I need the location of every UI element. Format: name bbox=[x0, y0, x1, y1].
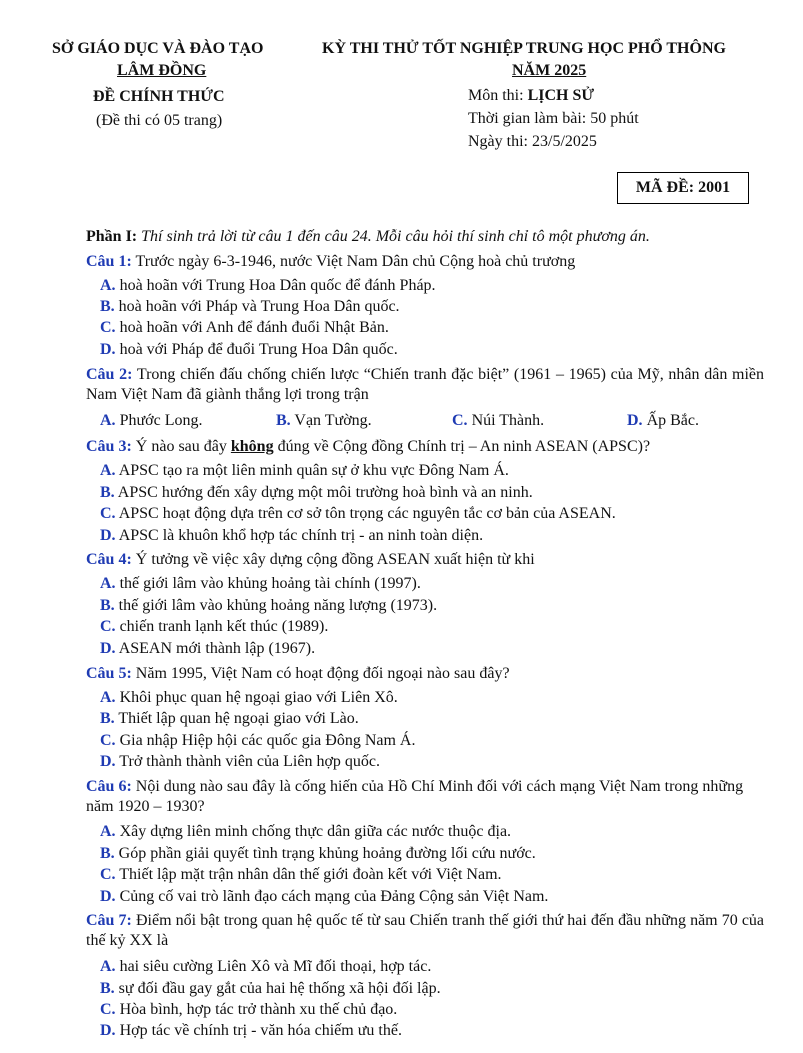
option-key: A. bbox=[100, 958, 116, 975]
option-key: C. bbox=[100, 505, 116, 522]
option-key: C. bbox=[100, 1001, 116, 1018]
option-key: B. bbox=[100, 980, 115, 997]
option-key: D. bbox=[100, 1022, 116, 1039]
option-key: D. bbox=[100, 527, 116, 544]
q5-option-c bbox=[100, 731, 415, 751]
subject-value: LỊCH SỬ bbox=[527, 87, 595, 104]
question-text-after: đúng về Cộng đồng Chính trị – An ninh ASEAN (APSC)? bbox=[277, 438, 651, 455]
q3-option-b bbox=[100, 483, 533, 503]
q6-option-c bbox=[100, 865, 502, 885]
option-key: C. bbox=[100, 866, 116, 883]
question-text: Trước ngày 6-3-1946, nước Việt Nam Dân chủ Cộng hoà chủ trương bbox=[135, 253, 576, 270]
question-6 bbox=[86, 777, 764, 817]
option-key: C. bbox=[100, 732, 116, 749]
question-label: Câu 3: bbox=[86, 438, 132, 455]
exam-title: KỲ THI THỬ TỐT NGHIỆP TRUNG HỌC PHỔ THÔNG bbox=[322, 40, 726, 57]
q2-option-c bbox=[452, 411, 544, 431]
q7-option-a bbox=[100, 957, 431, 977]
question-label: Câu 7: bbox=[86, 912, 132, 929]
exam-code: MÃ ĐỀ: 2001 bbox=[635, 179, 731, 196]
q7-option-d bbox=[100, 1021, 402, 1041]
option-text: APSC tạo ra một liên minh quân sự ở khu vực Đông Nam Á. bbox=[118, 462, 509, 479]
option-text: Phước Long. bbox=[119, 412, 203, 429]
exam-year: NĂM 2025 bbox=[512, 62, 587, 79]
question-7 bbox=[86, 911, 764, 951]
question-text: Trong chiến đấu chống chiến lược “Chiến tranh đặc biệt” (1961 – 1965) của Mỹ, nhân dân miền Nam Việt Nam đã giành thắng lợi trong trận bbox=[86, 366, 764, 403]
q3-option-a bbox=[100, 461, 509, 481]
question-2 bbox=[86, 365, 764, 405]
question-4 bbox=[86, 550, 764, 570]
option-text: Thiết lập mặt trận nhân dân thế giới đoàn kết với Việt Nam. bbox=[119, 866, 502, 883]
subject-line bbox=[468, 87, 594, 105]
option-text: chiến tranh lạnh kết thúc (1989). bbox=[119, 618, 329, 635]
q3-option-c bbox=[100, 504, 616, 524]
option-key: C. bbox=[100, 319, 116, 336]
option-key: B. bbox=[100, 484, 115, 501]
q4-option-c bbox=[100, 617, 328, 637]
option-text: Ấp Bắc. bbox=[646, 412, 699, 429]
option-key: D. bbox=[627, 412, 643, 429]
exam-date: Ngày thi: 23/5/2025 bbox=[468, 133, 597, 150]
option-text: Củng cố vai trò lãnh đạo cách mạng của Đảng Cộng sản Việt Nam. bbox=[119, 888, 549, 905]
option-text: APSC hoạt động dựa trên cơ sở tôn trọng các nguyên tắc cơ bản của ASEAN. bbox=[118, 505, 616, 522]
question-text-before: Ý nào sau đây bbox=[135, 438, 227, 455]
option-text: hoà hoãn với Trung Hoa Dân quốc để đánh Pháp. bbox=[119, 277, 436, 294]
option-text: hai siêu cường Liên Xô và Mĩ đối thoại, hợp tác. bbox=[119, 958, 432, 975]
q1-option-b bbox=[100, 297, 400, 317]
option-text: Núi Thành. bbox=[471, 412, 545, 429]
option-key: A. bbox=[100, 462, 116, 479]
option-key: A. bbox=[100, 823, 116, 840]
option-key: A. bbox=[100, 689, 116, 706]
option-key: A. bbox=[100, 277, 116, 294]
option-text: sự đối đầu gay gắt của hai hệ thống xã hội đối lập. bbox=[118, 980, 441, 997]
option-text: Hòa bình, hợp tác trở thành xu thế chủ đạo. bbox=[119, 1001, 398, 1018]
option-key: D. bbox=[100, 888, 116, 905]
part-1-title: Phần I: bbox=[86, 228, 138, 245]
option-key: B. bbox=[100, 710, 115, 727]
option-text: Góp phần giải quyết tình trạng khủng hoảng đường lối cứu nước. bbox=[118, 845, 536, 862]
question-text: Năm 1995, Việt Nam có hoạt động đối ngoại nào sau đây? bbox=[135, 665, 510, 682]
question-text: Ý tưởng về việc xây dựng cộng đồng ASEAN xuất hiện từ khi bbox=[135, 551, 535, 568]
q5-option-d bbox=[100, 752, 380, 772]
q6-option-b bbox=[100, 844, 536, 864]
q6-option-a bbox=[100, 822, 511, 842]
question-text: Nội dung nào sau đây là cống hiến của Hồ Chí Minh đối với cách mạng Việt Nam trong những năm 1920 – 1930? bbox=[86, 778, 744, 815]
question-5 bbox=[86, 664, 764, 684]
option-text: Gia nhập Hiệp hội các quốc gia Đông Nam Á. bbox=[119, 732, 416, 749]
exam-code-box bbox=[617, 172, 749, 204]
q1-option-d bbox=[100, 340, 398, 360]
q1-option-a bbox=[100, 276, 436, 296]
option-key: A. bbox=[100, 575, 116, 592]
option-key: D. bbox=[100, 640, 116, 657]
option-text: Vạn Tường. bbox=[294, 412, 372, 429]
q4-option-a bbox=[100, 574, 421, 594]
option-key: B. bbox=[276, 412, 291, 429]
question-label: Câu 4: bbox=[86, 551, 132, 568]
subject-label: Môn thi: bbox=[468, 87, 524, 104]
option-key: A. bbox=[100, 412, 116, 429]
option-text: Trở thành thành viên của Liên hợp quốc. bbox=[119, 753, 381, 770]
page-count-note: (Đề thi có 05 trang) bbox=[96, 112, 223, 129]
q7-option-c bbox=[100, 1000, 397, 1020]
option-text: Thiết lập quan hệ ngoại giao với Lào. bbox=[118, 710, 359, 727]
question-text: Điểm nổi bật trong quan hệ quốc tế từ sau Chiến tranh thế giới thứ hai đến đầu những năm 70 của thế kỷ XX là bbox=[86, 912, 765, 949]
q2-option-d bbox=[627, 411, 699, 431]
question-label: Câu 6: bbox=[86, 778, 132, 795]
question-3 bbox=[86, 437, 764, 457]
province-name: LÂM ĐỒNG bbox=[117, 62, 207, 79]
part-1-instruction: Thí sinh trả lời từ câu 1 đến câu 24. Mỗi câu hỏi thí sinh chỉ tô một phương án. bbox=[141, 228, 650, 245]
option-text: thế giới lâm vào khủng hoảng tài chính (1997). bbox=[119, 575, 421, 592]
option-text: Khôi phục quan hệ ngoại giao với Liên Xô. bbox=[119, 689, 398, 706]
option-key: B. bbox=[100, 298, 115, 315]
option-key: D. bbox=[100, 753, 116, 770]
option-key: C. bbox=[100, 618, 116, 635]
part-1-heading bbox=[86, 228, 650, 246]
question-label: Câu 1: bbox=[86, 253, 132, 270]
q5-option-a bbox=[100, 688, 398, 708]
q1-option-c bbox=[100, 318, 389, 338]
option-text: Hợp tác về chính trị - văn hóa chiếm ưu thế. bbox=[119, 1022, 402, 1039]
q3-option-d bbox=[100, 526, 483, 546]
option-text: APSC là khuôn khổ hợp tác chính trị - an ninh toàn diện. bbox=[118, 527, 484, 544]
option-text: hoà hoãn với Anh để đánh đuổi Nhật Bản. bbox=[119, 319, 389, 336]
q4-option-b bbox=[100, 596, 437, 616]
question-emphasis: không bbox=[230, 438, 274, 455]
option-text: hoà với Pháp để đuổi Trung Hoa Dân quốc. bbox=[119, 341, 398, 358]
option-text: Xây dựng liên minh chống thực dân giữa các nước thuộc địa. bbox=[119, 823, 512, 840]
option-text: hoà hoãn với Pháp và Trung Hoa Dân quốc. bbox=[118, 298, 400, 315]
q4-option-d bbox=[100, 639, 315, 659]
q7-option-b bbox=[100, 979, 441, 999]
department-name: SỞ GIÁO DỤC VÀ ĐÀO TẠO bbox=[52, 40, 264, 57]
option-key: D. bbox=[100, 341, 116, 358]
question-1 bbox=[86, 252, 764, 272]
option-text: ASEAN mới thành lập (1967). bbox=[118, 640, 316, 657]
option-key: B. bbox=[100, 597, 115, 614]
question-label: Câu 5: bbox=[86, 665, 132, 682]
official-exam-label: ĐỀ CHÍNH THỨC bbox=[93, 88, 225, 105]
exam-duration: Thời gian làm bài: 50 phút bbox=[468, 110, 639, 127]
q5-option-b bbox=[100, 709, 359, 729]
option-key: C. bbox=[452, 412, 468, 429]
question-label: Câu 2: bbox=[86, 366, 133, 383]
q2-option-b bbox=[276, 411, 372, 431]
option-text: APSC hướng đến xây dựng một môi trường hoà bình và an ninh. bbox=[117, 484, 533, 501]
q2-option-a bbox=[100, 411, 202, 431]
q6-option-d bbox=[100, 887, 548, 907]
option-text: thế giới lâm vào khủng hoảng năng lượng (1973). bbox=[118, 597, 438, 614]
option-key: B. bbox=[100, 845, 115, 862]
